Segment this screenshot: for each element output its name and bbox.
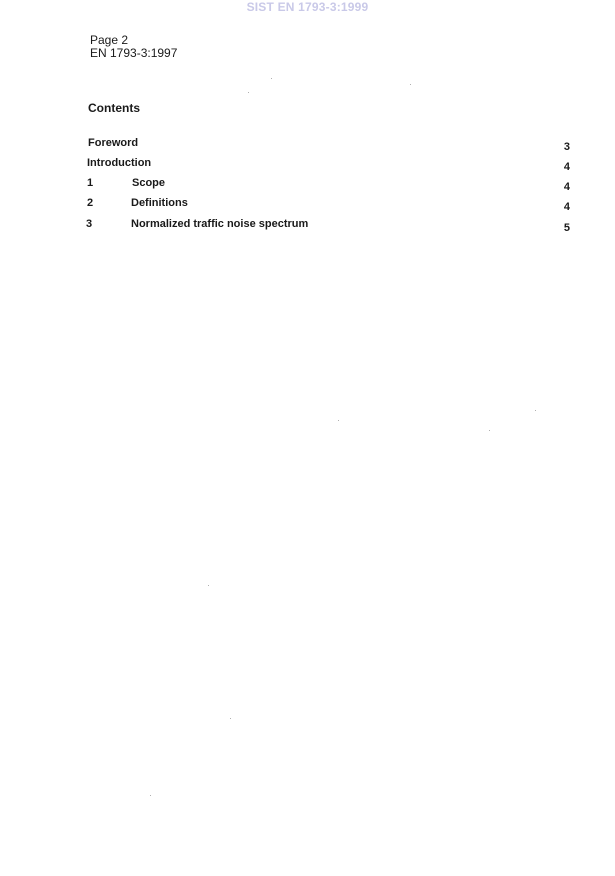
page-number-label: Page 2 [90, 33, 129, 47]
toc-leader-dots [171, 180, 562, 190]
toc-entry-title: Definitions [131, 197, 188, 209]
toc-entry-foreword[interactable] [88, 136, 570, 150]
toc-entry-title: Foreword [88, 137, 139, 149]
toc-entry-number: 1 [87, 177, 94, 189]
page-header [90, 34, 177, 60]
toc-leader-dots [318, 221, 562, 231]
toc-entry-number: 2 [87, 197, 94, 209]
standard-reference: EN 1793-3:1997 [90, 46, 178, 60]
toc-entry-number: 3 [86, 218, 93, 230]
toc-entry-scope[interactable] [87, 176, 570, 190]
toc-entry-title: Scope [132, 177, 166, 189]
toc-leader-dots [157, 160, 562, 170]
toc-entry-title: Introduction [87, 157, 152, 169]
watermark: SIST EN 1793-3:1999 [246, 0, 369, 14]
toc-entry-page: 4 [564, 160, 570, 170]
toc-entry-title: Normalized traffic noise spectrum [131, 218, 309, 230]
toc-leader-dots [195, 200, 562, 210]
toc-entry-introduction[interactable] [87, 156, 570, 170]
toc-entry-page: 4 [564, 180, 570, 190]
toc-entry-page: 3 [564, 140, 570, 150]
toc-entry-page: 5 [564, 221, 570, 231]
toc-entry-page: 4 [564, 200, 570, 210]
toc-leader-dots [144, 140, 562, 150]
toc-entry-definitions[interactable] [87, 196, 570, 210]
contents-heading: Contents [88, 101, 140, 115]
toc-entry-normalized-traffic-noise-spectrum[interactable] [86, 217, 570, 231]
